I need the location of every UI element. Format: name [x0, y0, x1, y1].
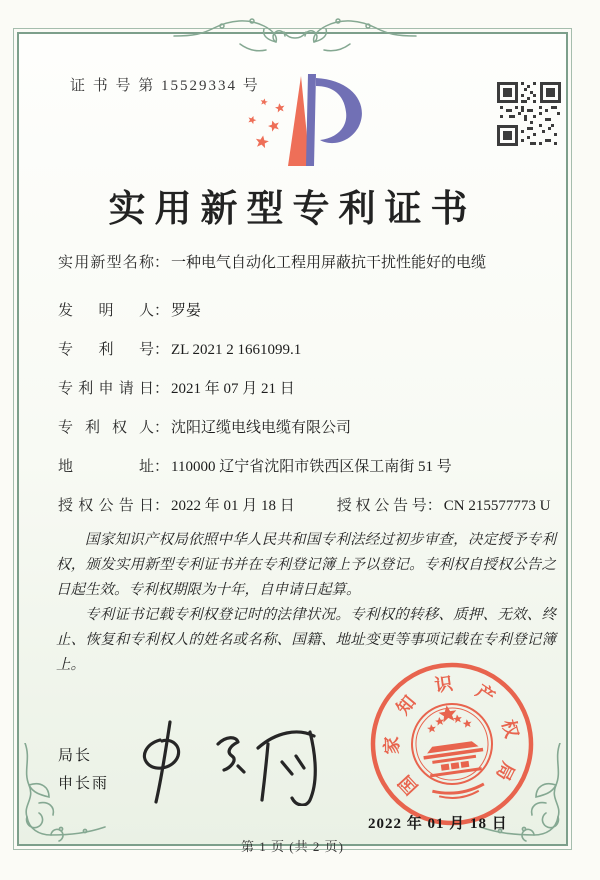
- field-row-grant: [58, 495, 560, 517]
- field-label: 专利号: [58, 342, 154, 358]
- field-label: 实用新型名称: [58, 255, 154, 271]
- qr-code: [497, 82, 561, 146]
- legal-paragraph-1: 国家知识产权局依照中华人民共和国专利法经过初步审查，决定授予专利权，颁发实用新型专利证书并在专利登记簿上予以登记。专利权自授权公告之日起生效。专利权期限为十年，自申请日起算。: [56, 532, 556, 598]
- field-label: 专利权人: [58, 420, 154, 436]
- field-value: CN 215577773 U: [443, 498, 551, 514]
- field-value: 沈阳辽缆电线电缆有限公司: [171, 420, 352, 436]
- svg-text:识: 识: [433, 673, 454, 696]
- signoff-block: [58, 742, 109, 798]
- field-row-name: 实用新型名称： 一种电气自动化工程用屏蔽抗干扰性能好的电缆: [58, 252, 560, 274]
- field-label: 发明人: [58, 303, 154, 319]
- field-value: 罗晏: [171, 303, 202, 319]
- field-row-filing-date: 专利申请日： 2021 年 07 月 21 日: [58, 378, 560, 400]
- commissioner-name: 申长雨: [58, 775, 110, 792]
- field-label: 专利申请日: [58, 381, 154, 397]
- svg-text:国: 国: [394, 771, 422, 799]
- field-value: 110000 辽宁省沈阳市铁西区保工南街 51 号: [171, 459, 452, 475]
- signature-handwriting: [126, 714, 326, 806]
- field-list: [58, 252, 560, 534]
- field-label: 授权公告日: [58, 498, 154, 514]
- svg-text:产: 产: [472, 680, 499, 708]
- seal-date: 2022 年 01 月 18 日: [368, 816, 508, 832]
- field-value: 2022 年 01 月 18 日: [171, 498, 295, 514]
- field-grant-number: 授权公告号： CN 215577773 U: [337, 495, 551, 517]
- top-ornament: [170, 14, 420, 58]
- field-row-patent-no: 专利号： ZL 2021 2 1661099.1: [58, 339, 560, 361]
- cnipa-logo: [238, 74, 383, 170]
- commissioner-title: 局长: [58, 747, 93, 764]
- field-value: ZL 2021 2 1661099.1: [171, 342, 302, 358]
- svg-text:局: 局: [492, 758, 519, 784]
- page-number: 第 1 页 (共 2 页): [241, 839, 344, 854]
- legal-paragraph-2: 专利证书记载专利权登记时的法律状况。专利权的转移、质押、无效、终止、恢复和专利权人的姓名或名称、国籍、地址变更等事项记载在专利登记簿上。: [56, 606, 556, 673]
- svg-text:知: 知: [392, 691, 420, 719]
- field-row-patentee: 专利权人： 沈阳辽缆电线电缆有限公司: [58, 417, 560, 439]
- certificate-title: 实用新型专利证书: [108, 189, 477, 230]
- official-seal: [366, 658, 538, 830]
- field-label: 授权公告号: [336, 498, 427, 514]
- national-emblem: [407, 699, 499, 803]
- field-row-inventor: 发明人： 罗晏: [58, 300, 560, 322]
- field-grant-date: 授权公告日： 2022 年 01 月 18 日: [58, 495, 295, 517]
- field-row-address: 地址： 110000 辽宁省沈阳市铁西区保工南街 51 号: [58, 456, 560, 478]
- field-value: 一种电气自动化工程用屏蔽抗干扰性能好的电缆: [171, 255, 487, 271]
- field-label: 地址: [58, 459, 154, 475]
- field-value: 2021 年 07 月 21 日: [171, 381, 295, 397]
- svg-text:家: 家: [381, 736, 403, 755]
- legal-text: [56, 528, 556, 678]
- svg-text:权: 权: [498, 717, 523, 741]
- logo-stars: [247, 98, 286, 149]
- certificate-number: 证 书 号 第 15529334 号: [70, 78, 260, 94]
